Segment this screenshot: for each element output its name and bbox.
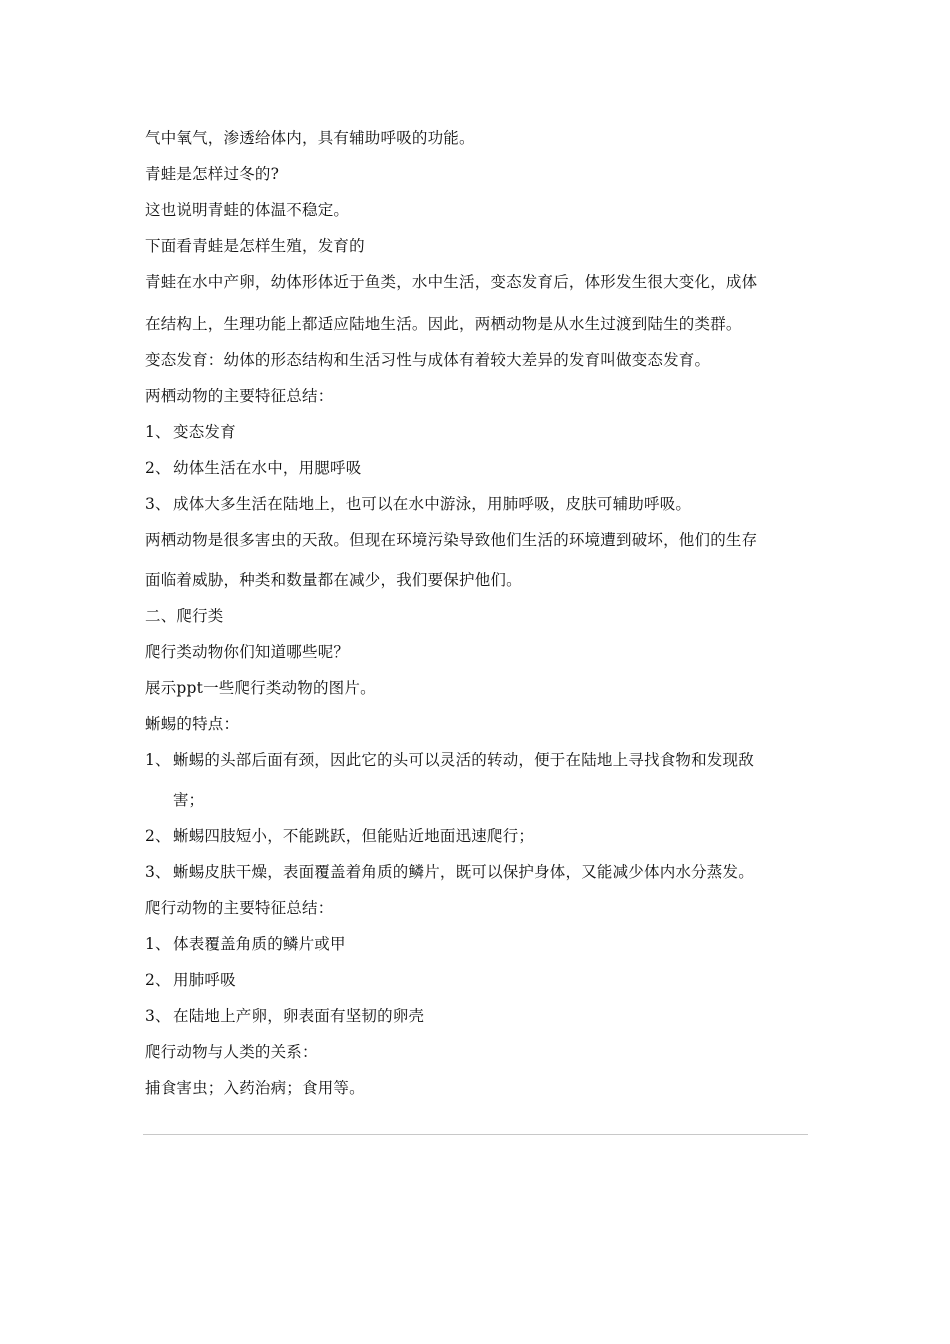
list-item-text: 体表覆盖角质的鳞片或甲 (173, 935, 346, 953)
list-item (145, 862, 810, 882)
text-line: 青蛙是怎样过冬的? (145, 165, 280, 183)
text-line: 下面看青蛙是怎样生殖，发育的 (145, 237, 365, 255)
list-item (145, 750, 810, 770)
section-heading: 二、爬行类 (145, 607, 224, 625)
text-line: 气中氧气，渗透给体内，具有辅助呼吸的功能。 (145, 129, 475, 147)
list-item (145, 934, 810, 954)
list-item-text: 用肺呼吸 (173, 971, 236, 989)
section-summary-heading: 两栖动物的主要特征总结： (145, 387, 334, 405)
list-item-text: 成体大多生活在陆地上，也可以在水中游泳，用肺呼吸，皮肤可辅助呼吸。 (173, 495, 692, 513)
list-number: 3、 (145, 863, 171, 881)
text-line: 两栖动物是很多害虫的天敌。但现在环境污染导致他们生活的环境遭到破坏，他们的生存 (145, 531, 758, 549)
text-line: 爬行动物与人类的关系： (145, 1043, 318, 1061)
list-item (145, 826, 810, 846)
text-line: 爬行类动物你们知道哪些呢？ (145, 643, 350, 661)
list-item-text: 变态发育 (173, 423, 236, 441)
text-line: 这也说明青蛙的体温不稳定。 (145, 201, 350, 219)
text-line: 蜥蜴的特点： (145, 715, 240, 733)
list-item-continuation: 害； (173, 791, 205, 809)
list-number: 2、 (145, 459, 171, 477)
text-line: 青蛙在水中产卵，幼体形体近于鱼类，水中生活，变态发育后，体形发生很大变化，成体 (145, 273, 758, 291)
list-item-text: 蜥蜴的头部后面有颈，因此它的头可以灵活的转动，便于在陆地上寻找食物和发现敌 (173, 751, 754, 769)
list-item (145, 422, 810, 442)
text-line: 在结构上，生理功能上都适应陆地生活。因此，两栖动物是从水生过渡到陆生的类群。 (145, 315, 742, 333)
list-number: 3、 (145, 1007, 171, 1025)
list-item-text: 蜥蜴皮肤干燥，表面覆盖着角质的鳞片，既可以保护身体，又能减少体内水分蒸发。 (173, 863, 754, 881)
list-number: 1、 (145, 935, 171, 953)
list-item (145, 970, 810, 990)
section-summary-heading: 爬行动物的主要特征总结： (145, 899, 334, 917)
list-number: 3、 (145, 495, 171, 513)
list-number: 1、 (145, 751, 171, 769)
list-number: 2、 (145, 971, 171, 989)
text-line: 捕食害虫；入药治病；食用等。 (145, 1079, 365, 1097)
list-item-text: 蜥蜴四肢短小，不能跳跃，但能贴近地面迅速爬行； (173, 827, 535, 845)
text-line: 面临着威胁，种类和数量都在减少，我们要保护他们。 (145, 571, 522, 589)
list-number: 2、 (145, 827, 171, 845)
list-item-text: 在陆地上产卵，卵表面有坚韧的卵壳 (173, 1007, 425, 1025)
list-item (145, 458, 810, 478)
text-line: 变态发育：幼体的形态结构和生活习性与成体有着较大差异的发育叫做变态发育。 (145, 351, 711, 369)
text-line: 展示ppt一些爬行类动物的图片。 (145, 679, 376, 697)
list-item (145, 494, 810, 514)
list-item (145, 1006, 810, 1026)
footer-divider (143, 1134, 808, 1135)
list-number: 1、 (145, 423, 171, 441)
list-item-text: 幼体生活在水中，用腮呼吸 (173, 459, 362, 477)
